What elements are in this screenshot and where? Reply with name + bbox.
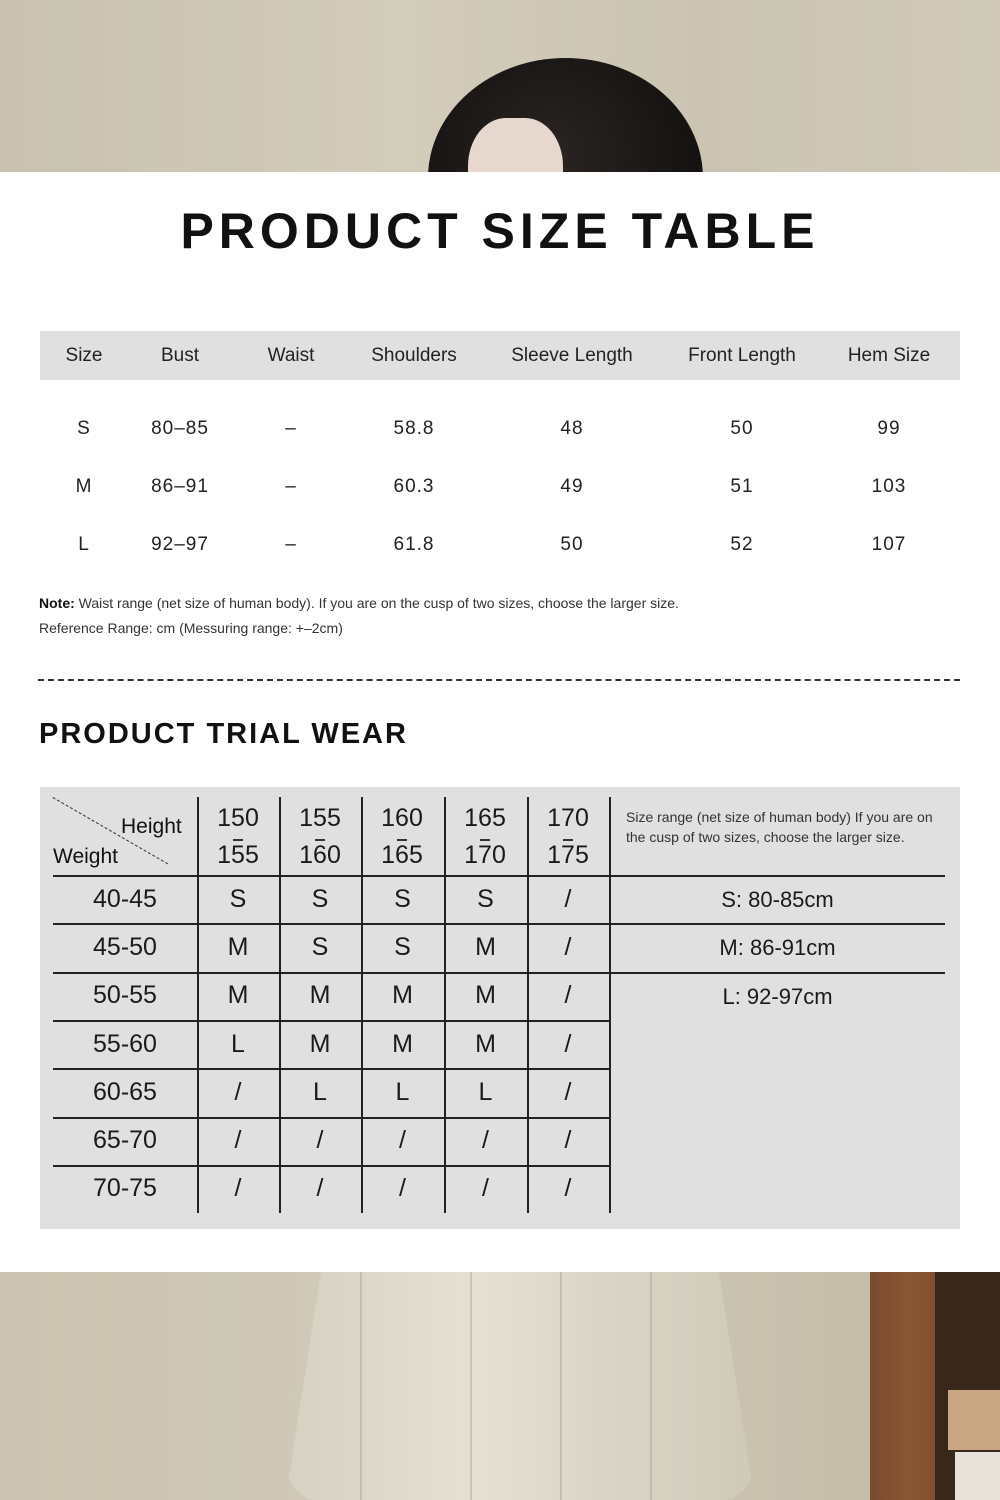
cell-shoulders: 60.3: [393, 476, 435, 497]
size-table: [40, 331, 960, 574]
white-box: [955, 1452, 1000, 1500]
height-range-start: 160: [381, 804, 423, 832]
size-fit-cell: S: [477, 884, 494, 913]
size-fit-cell: M: [227, 981, 249, 1010]
cell-size: L: [78, 534, 90, 555]
size-fit-cell: /: [564, 1077, 572, 1106]
size-fit-cell: /: [482, 1174, 489, 1203]
size-panel: [0, 172, 1000, 1272]
size-fit-cell: /: [316, 1126, 324, 1155]
size-fit-cell: M: [475, 981, 496, 1010]
bust-range-label: M: 86-91cm: [719, 935, 836, 961]
skirt-fold: [360, 1272, 362, 1500]
table-row: [40, 458, 960, 516]
size-fit-cell: M: [309, 981, 331, 1010]
cell-bust: 80–85: [151, 418, 209, 439]
size-fit-cell: /: [234, 1174, 242, 1203]
col-sleeve-length: Sleeve Length: [478, 331, 666, 380]
skirt-fold: [560, 1272, 562, 1500]
height-range-tick: [397, 839, 407, 841]
model-photo-bottom: [0, 1272, 1000, 1500]
size-fit-cell: M: [392, 981, 413, 1010]
size-table-header: [40, 331, 960, 380]
note-text: Waist range (net size of human body). If you are on the cusp of two sizes, choose the larger size.: [74, 595, 679, 611]
size-fit-cell: /: [564, 1174, 572, 1203]
cell-bust: 86–91: [151, 476, 209, 497]
skirt-fold: [470, 1272, 472, 1500]
cell-hem-size: 99: [877, 418, 901, 439]
col-waist: Waist: [232, 331, 350, 380]
size-note: [39, 595, 679, 611]
weight-range-cell: 45-50: [93, 932, 157, 961]
size-fit-cell: S: [311, 932, 329, 961]
size-fit-cell: L: [313, 1077, 327, 1106]
corner-weight-label: Weight: [53, 845, 118, 868]
trial-wear-table: [40, 787, 960, 1229]
size-fit-cell: S: [311, 884, 329, 913]
cell-size: S: [77, 418, 91, 439]
size-fit-cell: /: [399, 1174, 406, 1203]
height-range-end: 165: [381, 841, 423, 869]
height-range-tick: [480, 839, 490, 841]
size-fit-cell: /: [564, 884, 572, 913]
size-fit-cell: /: [316, 1174, 324, 1203]
size-fit-cell: /: [399, 1126, 406, 1155]
size-fit-cell: M: [309, 1029, 331, 1058]
size-fit-cell: S: [394, 884, 411, 913]
cell-hem-size: 107: [871, 534, 907, 555]
weight-range-cell: 70-75: [93, 1174, 157, 1203]
height-range-tick: [233, 839, 243, 841]
weight-range-cell: 50-55: [93, 981, 157, 1010]
height-range-start: 165: [464, 804, 506, 832]
height-range-end: 160: [299, 841, 341, 869]
cell-front-length: 51: [730, 476, 754, 497]
bust-range-label: S: 80-85cm: [721, 887, 834, 912]
size-fit-cell: L: [478, 1077, 493, 1106]
size-fit-cell: M: [475, 932, 496, 961]
cell-front-length: 50: [730, 418, 754, 439]
cell-shoulders: 61.8: [393, 534, 435, 555]
size-fit-cell: /: [234, 1077, 242, 1106]
size-fit-cell: /: [564, 1126, 572, 1155]
grid-hline: [609, 972, 945, 974]
size-fit-cell: /: [234, 1126, 242, 1155]
weight-range-cell: 55-60: [93, 1029, 157, 1058]
size-fit-cell: /: [564, 1029, 572, 1058]
size-fit-cell: M: [475, 1029, 496, 1058]
size-fit-cell: L: [231, 1029, 245, 1058]
col-shoulders: Shoulders: [350, 331, 478, 380]
trial-grid: [40, 787, 960, 1229]
reference-range-note: Reference Range: cm (Messuring range: +–2cm): [39, 620, 343, 636]
size-fit-cell: /: [482, 1126, 489, 1155]
height-range-end: 175: [547, 841, 589, 869]
size-fit-cell: /: [564, 932, 572, 961]
cell-sleeve-length: 50: [560, 534, 584, 555]
size-fit-cell: M: [227, 932, 249, 961]
cell-waist: –: [285, 534, 297, 555]
height-range-end: 155: [217, 841, 259, 869]
trial-wear-title: PRODUCT TRIAL WEAR: [39, 718, 408, 750]
cell-front-length: 52: [730, 534, 754, 555]
cell-hem-size: 103: [871, 476, 907, 497]
height-range-tick: [563, 839, 573, 841]
page-title: PRODUCT SIZE TABLE: [180, 203, 820, 259]
weight-range-cell: 65-70: [93, 1126, 157, 1155]
skirt-fold: [650, 1272, 652, 1500]
cell-bust: 92–97: [151, 534, 209, 555]
col-size: Size: [40, 331, 128, 380]
cell-sleeve-length: 49: [560, 476, 584, 497]
size-fit-cell: L: [395, 1077, 410, 1106]
cell-sleeve-length: 48: [560, 418, 584, 439]
corner-height-label: Height: [121, 815, 182, 838]
col-bust: Bust: [128, 331, 232, 380]
col-front-length: Front Length: [666, 331, 818, 380]
bust-range-label: L: 92-97cm: [722, 983, 833, 1009]
size-fit-cell: M: [392, 1029, 413, 1058]
cardboard-box: [948, 1390, 1000, 1450]
note-label: Note:: [39, 595, 75, 611]
col-hem-size: Hem Size: [818, 331, 960, 380]
size-fit-cell: S: [394, 932, 411, 961]
table-row: [40, 516, 960, 574]
cell-size: M: [75, 476, 93, 497]
cell-shoulders: 58.8: [393, 418, 435, 439]
size-fit-cell: /: [564, 981, 572, 1010]
cell-waist: –: [285, 476, 297, 497]
height-range-tick: [315, 839, 325, 841]
height-range-end: 170: [464, 841, 506, 869]
grid-hline: [609, 923, 945, 925]
section-divider: [38, 679, 960, 681]
table-row: [40, 400, 960, 458]
height-range-start: 150: [217, 804, 259, 832]
model-photo-top: [0, 0, 1000, 172]
size-range-note: Size range (net size of human body) If you are on the cusp of two sizes, choose the larger size.: [626, 809, 933, 845]
grid-hline: [609, 875, 945, 877]
weight-range-cell: 40-45: [93, 884, 157, 913]
cell-waist: –: [285, 418, 297, 439]
height-range-start: 155: [299, 804, 341, 832]
weight-range-cell: 60-65: [93, 1077, 157, 1106]
skirt: [285, 1272, 755, 1500]
height-range-start: 170: [547, 804, 589, 832]
size-fit-cell: S: [229, 884, 247, 913]
